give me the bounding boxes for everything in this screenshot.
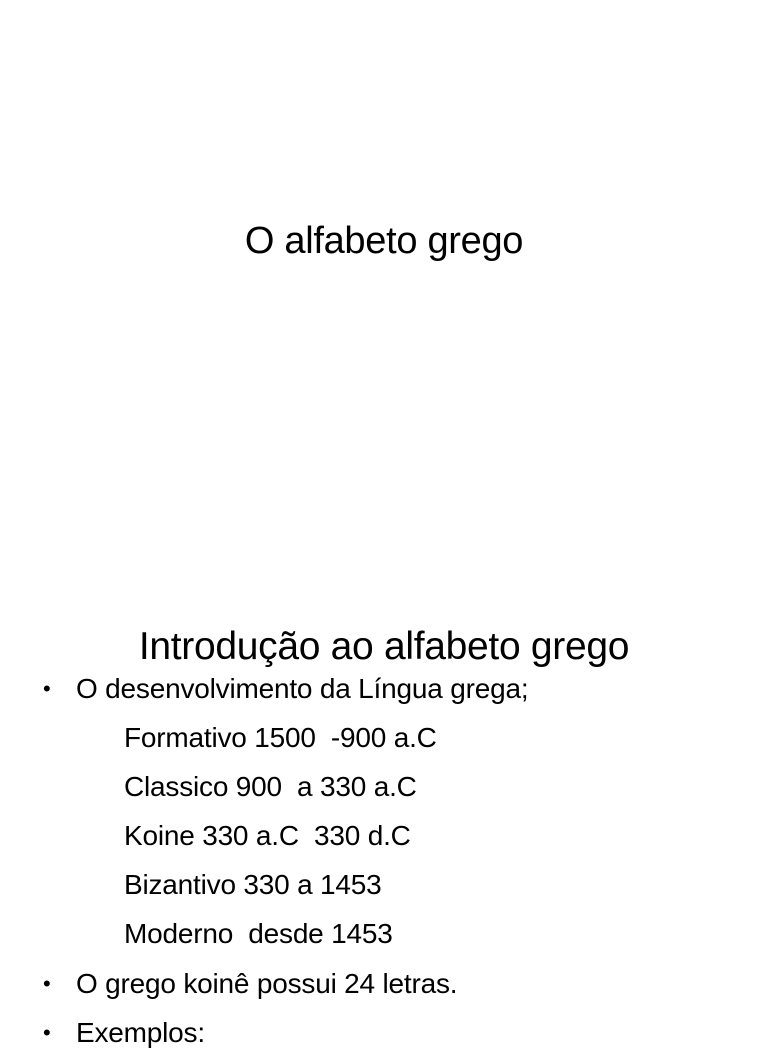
slide-title: O alfabeto grego xyxy=(244,220,524,262)
period-item: Formativo 1500 -900 a.C xyxy=(124,722,437,753)
period-item: Bizantivo 330 a 1453 xyxy=(124,869,382,900)
bullet-marker: • xyxy=(43,676,51,701)
period-item: Classico 900 a 330 a.C xyxy=(124,771,417,802)
bullet-text: Exemplos: xyxy=(76,1017,205,1048)
period-item: Koine 330 a.C 330 d.C xyxy=(124,820,411,851)
slide-heading: Introdução ao alfabeto grego xyxy=(138,625,630,668)
content-slide xyxy=(0,576,768,1048)
bullet-marker: • xyxy=(43,971,51,996)
bullet-text: O desenvolvimento da Língua grega; xyxy=(76,673,529,704)
period-item: Moderno desde 1453 xyxy=(124,918,393,949)
bullet-marker: • xyxy=(43,1020,51,1045)
bullet-text: O grego koinê possui 24 letras. xyxy=(76,968,458,999)
